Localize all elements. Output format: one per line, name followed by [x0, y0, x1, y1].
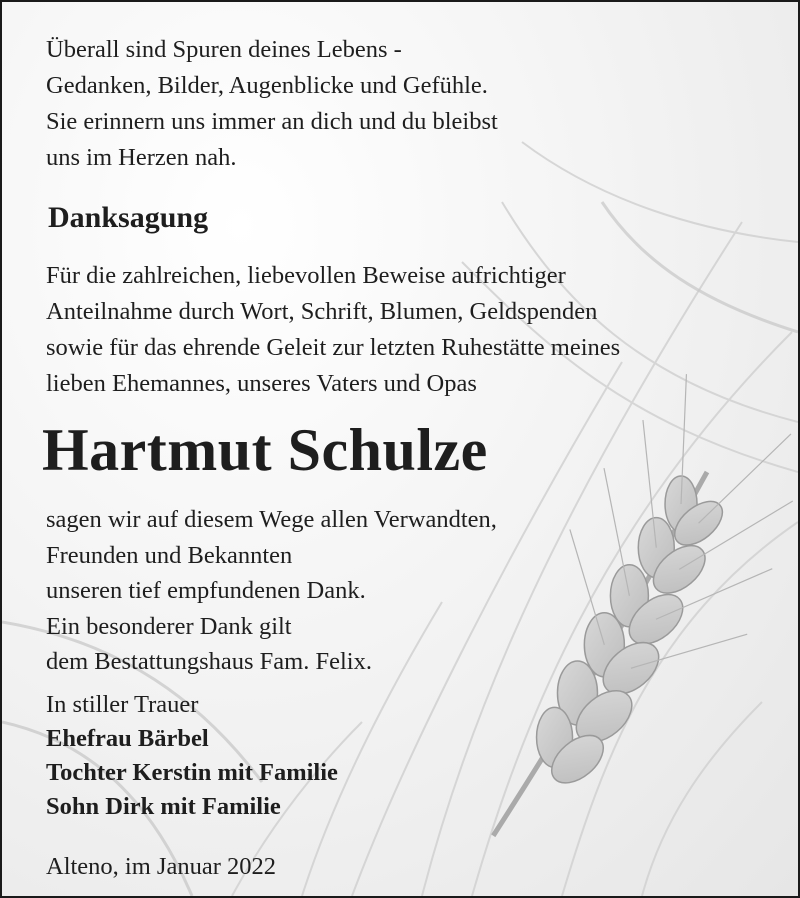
mourner-name: Sohn Dirk mit Familie	[46, 793, 281, 820]
mourner-name: Tochter Kerstin mit Familie	[46, 759, 338, 786]
thanks-line: Ein besonderer Dank gilt	[46, 612, 292, 640]
heading-danksagung: Danksagung	[48, 201, 209, 234]
place-and-date: Alteno, im Januar 2022	[46, 853, 276, 880]
memorial-poem	[46, 32, 498, 176]
thanks-line: Freunden und Bekannten	[46, 541, 293, 569]
intro-paragraph	[46, 258, 620, 402]
intro-line: Anteilnahme durch Wort, Schrift, Blumen, Geldspenden	[46, 298, 598, 325]
thanks-line: unseren tief empfundenen Dank.	[46, 577, 366, 604]
intro-line: sowie für das ehrende Geleit zur letzten Ruhestätte meines	[46, 334, 621, 361]
poem-line: uns im Herzen nah.	[46, 144, 237, 171]
poem-line: Gedanken, Bilder, Augenblicke und Gefühle.	[46, 72, 488, 99]
thanks-line: dem Bestattungshaus Fam. Felix.	[46, 648, 372, 675]
mourner-name: Ehefrau Bärbel	[46, 725, 209, 752]
mourners-block	[46, 688, 338, 824]
thanks-paragraph	[46, 502, 497, 680]
poem-line: Sie erinnern uns immer an dich und du bleibst	[46, 108, 498, 135]
intro-line: Für die zahlreichen, liebevollen Beweise aufrichtiger	[46, 262, 566, 289]
mourning-intro: In stiller Trauer	[46, 691, 199, 718]
deceased-name: Hartmut Schulze	[42, 417, 488, 483]
poem-line: Überall sind Spuren deines Lebens -	[46, 36, 402, 63]
intro-line: lieben Ehemannes, unseres Vaters und Opas	[46, 370, 477, 397]
thanks-line: sagen wir auf diesem Wege allen Verwandten,	[46, 506, 497, 533]
